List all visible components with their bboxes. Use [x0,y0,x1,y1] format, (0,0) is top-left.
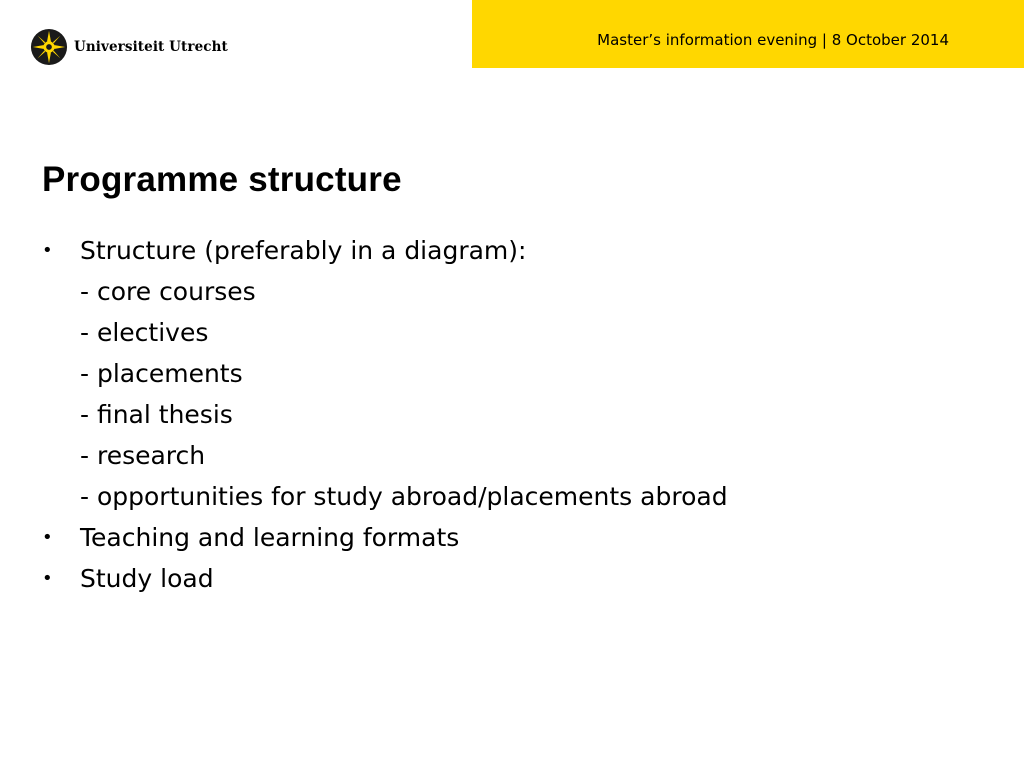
sub-item: - research [80,441,206,470]
bullet-text: Teaching and learning formats [80,523,460,552]
bullet-item-structure [42,230,1002,517]
bullet-icon: • [42,568,53,589]
logo-text: Universiteit Utrecht [74,39,228,55]
bullet-item-teaching [42,517,1002,558]
sub-item: - core courses [80,277,256,306]
event-banner [472,0,1024,68]
bullet-text: Structure (preferably in a diagram): [80,236,527,265]
bullet-icon: • [42,240,53,261]
university-seal-icon [30,28,68,66]
bullet-item-study-load [42,558,1002,599]
bullet-icon: • [42,527,53,548]
sub-item: - electives [80,318,209,347]
sub-item: - final thesis [80,400,233,429]
banner-text: Master’s information evening | 8 October 2014 [597,31,949,49]
university-logo [30,26,228,68]
sub-item: - opportunities for study abroad/placements abroad [80,482,728,511]
slide-title: Programme structure [42,160,402,199]
bullet-text: Study load [80,564,214,593]
bullet-list [42,230,1002,599]
sub-item: - placements [80,359,243,388]
